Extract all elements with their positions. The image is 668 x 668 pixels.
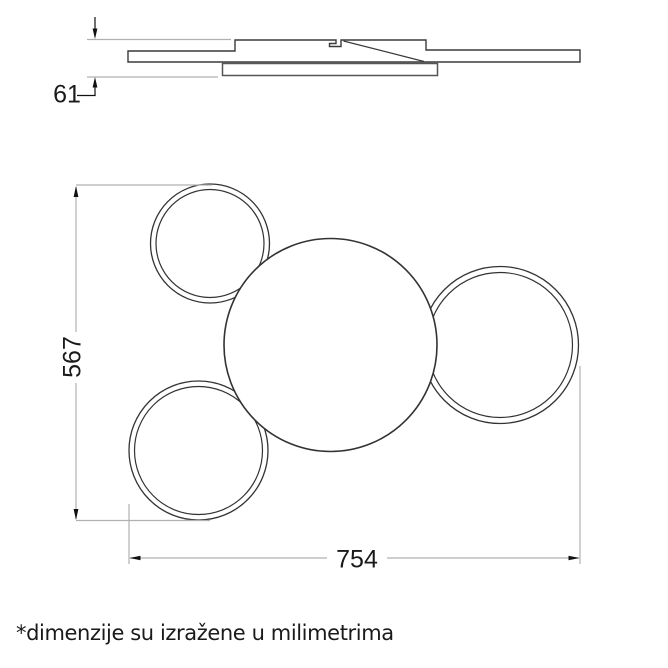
dim-label-61: 61 [53,80,81,109]
ring-right [422,267,579,424]
units-footnote: *dimenzije su izražene u milimetrima [16,621,394,645]
dim-label-567: 567 [58,336,87,378]
dim-567-bottom-arrowhead [74,509,79,520]
side-view [77,17,580,96]
top-view [129,184,579,520]
dim-754-right-arrowhead [569,556,580,561]
dim-61-upper-arrowhead [93,29,98,40]
dim-label-754: 754 [336,545,378,574]
dim-754-left-arrowhead [130,556,141,561]
profile-canopy-box [223,64,438,76]
dim-61-lower-arrowhead [93,77,98,88]
center-disc [224,239,437,452]
dim-567-top-arrowhead [74,186,79,197]
